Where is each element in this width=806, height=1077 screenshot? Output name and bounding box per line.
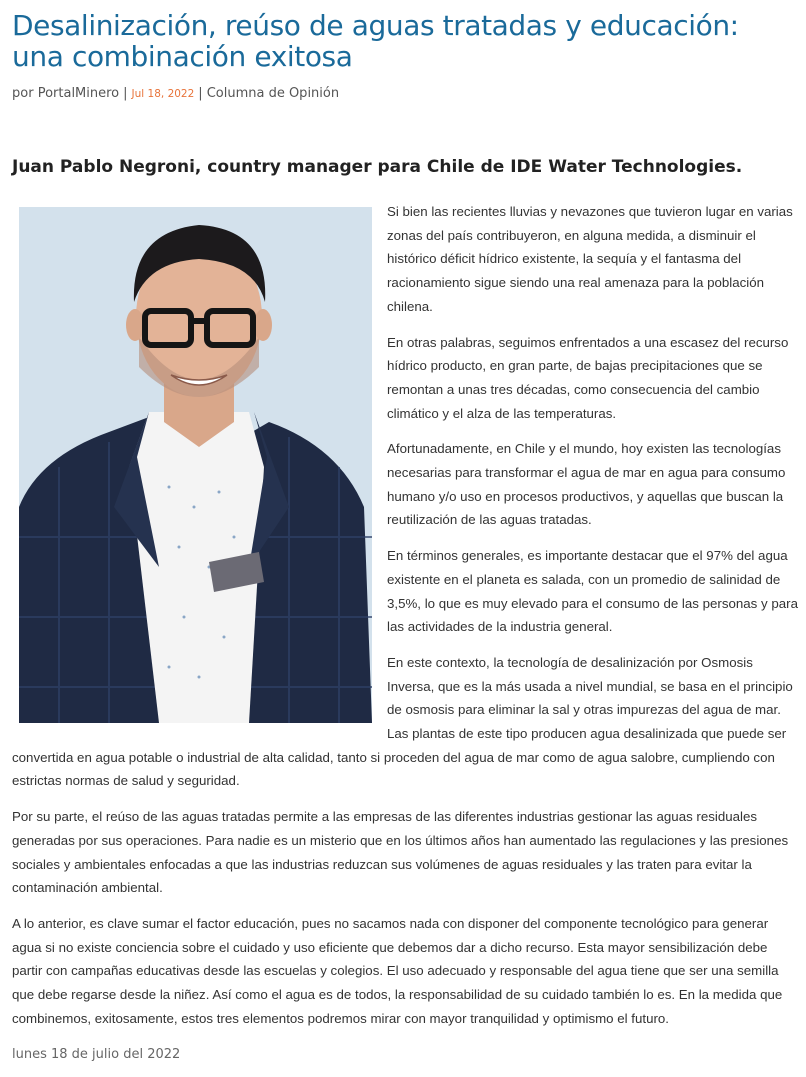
article-meta [12,86,339,101]
article-subtitle: Juan Pablo Negroni, country manager para Chile de IDE Water Technologies. [12,157,743,177]
paragraph: En este contexto, la tecnología de desalinización por Osmosis Inversa, que es la más usada a nivel mundial, se basa en el principio de osmosis para eliminar la sal y otras impurezas del agua de mar. Las plantas de este tipo producen agua desalinizada que puede ser convertida en agua potable o industrial de alta calidad, tanto si proceden del agua de mar como de agua salobre, cumpliendo con estrictas normas de salud y seguridad. [12,654,793,789]
paragraph: Afortunadamente, en Chile y el mundo, hoy existen las tecnologías necesarias para transformar el agua de mar en agua para consumo humano y/o uso en procesos productivos, y aquellas que buscan la reutilización de las aguas tratadas. [387,441,786,528]
article-body [12,200,798,1043]
paragraph: Por su parte, el reúso de las aguas tratadas permite a las empresas de las diferentes industrias gestionar las aguas residuales generadas por sus operaciones. Para nadie es un misterio que en los últimos años han aumentado las regulaciones y las presiones sociales y ambientales enfocadas a que las industrias reduzcan sus volúmenes de aguas residuales y las traten para evitar la contaminación ambiental. [12,809,789,896]
category-link[interactable]: Columna de Opinión [206,86,340,101]
publish-date: Jul 18, 2022 [131,88,195,100]
footer-date: lunes 18 de julio del 2022 [12,1047,181,1062]
article-title: Desalinización, reúso de aguas tratadas y educación: una combinación exitosa [12,9,739,73]
meta-separator: | [123,86,128,101]
meta-separator: | [198,86,203,101]
paragraph: En términos generales, es importante destacar que el 97% del agua existente en el planeta es salada, con un promedio de salinidad de 3,5%, lo que es muy elevado para el consumo de las personas y para las actividades de la industria general. [387,548,798,635]
author-photo [19,207,372,723]
author-link[interactable]: PortalMinero [37,86,120,101]
paragraph: En otras palabras, seguimos enfrentados a una escasez del recurso hídrico producto, en gran parte, de bajas precipitaciones que se remontan a unas tres décadas, como consecuencia del cambio climático y el alza de las temperaturas. [387,334,789,421]
paragraph: Si bien las recientes lluvias y nevazones que tuvieron lugar en varias zonas del país contribuyeron, en alguna medida, a disminuir el histórico déficit hídrico existente, la sequía y el fantasma del racionamiento sigue siendo una real amenaza para la población chilena. [387,204,793,314]
paragraph: A lo anterior, es clave sumar el factor educación, pues no sacamos nada con disponer del componente tecnológico para generar agua si no existe conciencia sobre el cuidado y uso eficiente que debemos dar a dicho recurso. Esta mayor sensibilización debe partir con campañas educativas desde las escuelas y colegios. El uso adecuado y responsable del agua tiene que ser una semilla que debe regarse desde la niñez. Así como el agua es de todos, la responsabilidad de su cuidado también lo es. En la medida que combinemos, exitosamente, estos tres elementos podremos mirar con mayor tranquilidad y optimismo el futuro. [12,915,783,1026]
meta-prefix: por [12,86,34,101]
